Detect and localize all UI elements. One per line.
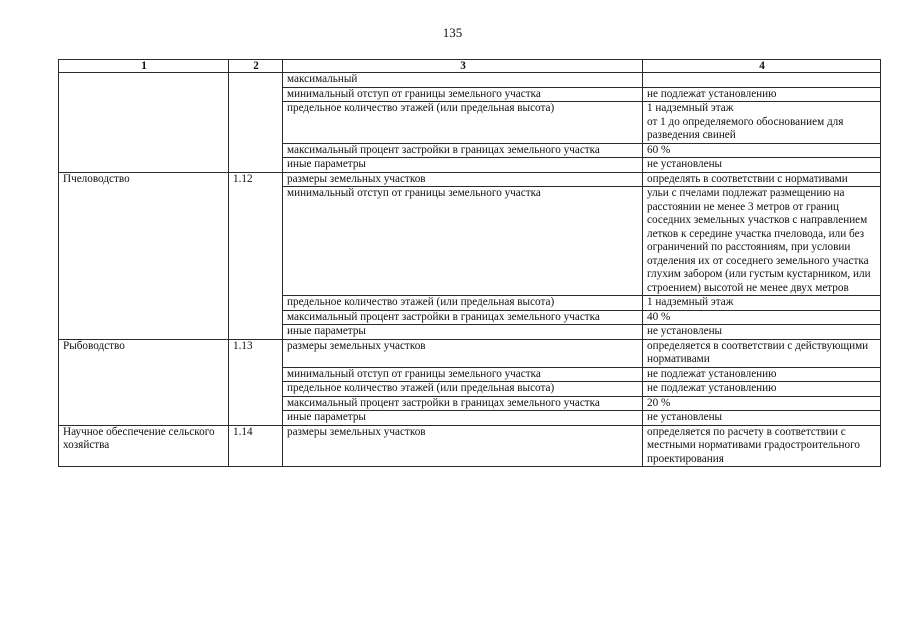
value-cell: [643, 73, 881, 88]
code-cell: 1.12: [229, 172, 283, 339]
use-type-cell: Рыбоводство: [59, 339, 229, 425]
header-row: [59, 60, 881, 73]
table-row: [59, 73, 881, 88]
value-cell: определять в соответствии с нормативами: [643, 172, 881, 187]
value-cell: не установлены: [643, 411, 881, 426]
parameter-cell: минимальный отступ от границы земельного участка: [283, 367, 643, 382]
parameter-cell: предельное количество этажей (или предельная высота): [283, 102, 643, 144]
parameter-cell: максимальный процент застройки в границах земельного участка: [283, 396, 643, 411]
use-type-cell: [59, 73, 229, 173]
parameter-cell: предельное количество этажей (или предельная высота): [283, 296, 643, 311]
parameter-cell: минимальный отступ от границы земельного участка: [283, 187, 643, 296]
table-row: [59, 339, 881, 367]
code-cell: [229, 73, 283, 173]
parameter-cell: иные параметры: [283, 325, 643, 340]
value-cell: определяется по расчету в соответствии с местными нормативами градостроительного проектирования: [643, 425, 881, 467]
value-cell: ульи с пчелами подлежат размещению на расстоянии не менее 3 метров от границ соседних земельных участков с направлением летков к середине участка пчеловода, или без ограничений по расстояниям, при условии отделения их от соседнего земельного участка глухим забором (или густым кустарником, или строением) высотой не менее двух метров: [643, 187, 881, 296]
value-cell: не подлежат установлению: [643, 367, 881, 382]
parameter-cell: максимальный: [283, 73, 643, 88]
column-header-2: 2: [229, 60, 283, 73]
parameter-cell: максимальный процент застройки в границах земельного участка: [283, 143, 643, 158]
table-row: [59, 425, 881, 467]
value-cell: [643, 102, 881, 144]
column-header-4: 4: [643, 60, 881, 73]
zoning-parameters-table: [58, 59, 881, 467]
parameter-cell: размеры земельных участков: [283, 339, 643, 367]
value-cell: не подлежат установлению: [643, 382, 881, 397]
table-row: [59, 172, 881, 187]
value-cell: не установлены: [643, 325, 881, 340]
parameter-cell: размеры земельных участков: [283, 172, 643, 187]
value-line: 1 надземный этаж от 1 до определяемого обоснованием для разведения свиней: [647, 102, 844, 141]
value-cell: не подлежат установлению: [643, 87, 881, 102]
column-header-3: 3: [283, 60, 643, 73]
column-header-1: 1: [59, 60, 229, 73]
value-cell: не установлены: [643, 158, 881, 173]
code-cell: 1.13: [229, 339, 283, 425]
value-cell: 20 %: [643, 396, 881, 411]
parameter-cell: минимальный отступ от границы земельного участка: [283, 87, 643, 102]
parameter-cell: предельное количество этажей (или предельная высота): [283, 382, 643, 397]
parameter-cell: иные параметры: [283, 411, 643, 426]
page-number: 135: [442, 25, 463, 40]
code-cell: 1.14: [229, 425, 283, 467]
parameter-cell: размеры земельных участков: [283, 425, 643, 467]
value-cell: 1 надземный этаж: [643, 296, 881, 311]
use-type-cell: Пчеловодство: [59, 172, 229, 339]
parameter-cell: иные параметры: [283, 158, 643, 173]
value-cell: 40 %: [643, 310, 881, 325]
parameter-cell: максимальный процент застройки в границах земельного участка: [283, 310, 643, 325]
value-cell: 60 %: [643, 143, 881, 158]
use-type-cell: Научное обеспечение сельского хозяйства: [59, 425, 229, 467]
value-cell: определяется в соответствии с действующими нормативами: [643, 339, 881, 367]
